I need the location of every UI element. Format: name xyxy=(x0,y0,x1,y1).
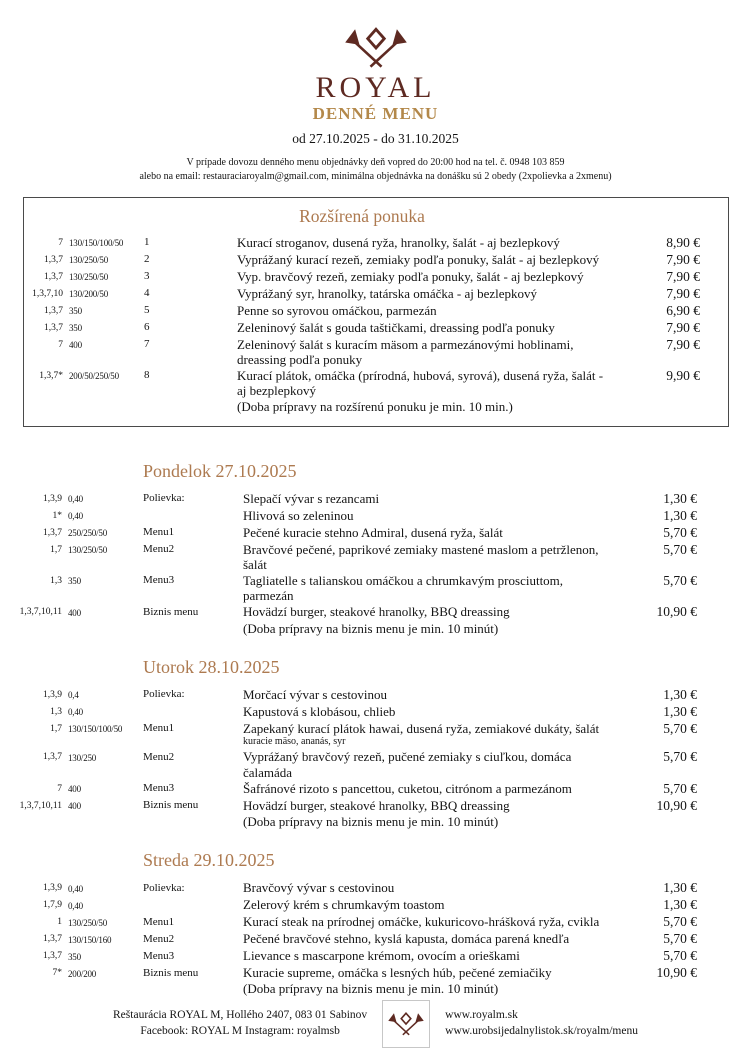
portion-size: 200/200 xyxy=(68,968,97,979)
item-label: Menu1 xyxy=(143,722,175,735)
item-description xyxy=(243,880,633,896)
allergen-codes: 1,7 xyxy=(50,544,62,555)
item-description-line: Zapekaný kurací plátok hawai, dusená ryža, zemiakové dukáty, šalát xyxy=(243,720,600,736)
item-description xyxy=(237,368,636,415)
item-description-line: parmezán xyxy=(243,588,294,604)
item-number: 6 xyxy=(144,321,150,333)
item-label xyxy=(143,508,243,524)
allergen-codes: 1,3,9 xyxy=(43,689,62,700)
menu-row xyxy=(24,269,700,285)
order-info xyxy=(0,156,751,184)
portion-size: 130/250/50 xyxy=(69,272,109,282)
order-info-line: alebo na email: restauraciaroyalm@gmail.com, minimálna objednávka na donášku sú 2 obedy (2xpolievka a 2xmenu) xyxy=(139,170,612,182)
item-description-line: Šafránové rizoto s pancettou, cuketou, citrónom a parmezánom xyxy=(243,780,572,796)
portion-size: 130/250/50 xyxy=(68,545,108,556)
allergen-codes: 7* xyxy=(52,968,62,979)
item-price: 1,30 € xyxy=(663,897,697,913)
allergen-codes: 1,3,7 xyxy=(44,254,63,265)
allergen-codes: 7 xyxy=(58,339,63,350)
item-description xyxy=(243,749,633,779)
menu-row xyxy=(24,303,700,319)
day-title: Pondelok 27.10.2025 xyxy=(143,460,297,481)
header xyxy=(0,0,751,184)
item-description xyxy=(237,320,636,336)
item-description-line: Vyprážaný syr, hranolky, tatárska omáčka - aj bezlepkový xyxy=(237,285,538,301)
item-label: Polievka: xyxy=(143,881,185,894)
item-description xyxy=(243,721,633,749)
item-description-line: Morčací vývar s cestovinou xyxy=(243,686,388,702)
menu-subtitle: DENNÉ MENU xyxy=(312,103,439,123)
item-price: 5,70 € xyxy=(663,948,697,964)
menu-row xyxy=(10,880,697,896)
footer-logo-box xyxy=(382,1000,430,1048)
item-label: Menu1 xyxy=(143,915,175,928)
portion-size: 350 xyxy=(69,306,82,316)
extended-menu-rows xyxy=(24,235,700,415)
allergen-codes: 1,7,9 xyxy=(43,900,62,911)
item-description-line: Slepačí vývar s rezancami xyxy=(243,490,380,506)
item-label: Polievka: xyxy=(143,492,185,505)
item-description xyxy=(243,604,633,635)
item-description-line: Vyprážaný bravčový rezeň, pučené zemiaky s ciuľkou, domáca xyxy=(243,749,572,765)
item-price: 8,90 € xyxy=(666,234,700,250)
allergen-codes: 1,3,9 xyxy=(43,493,62,504)
item-number: 8 xyxy=(144,369,150,382)
item-number: 7 xyxy=(144,338,150,350)
item-price: 1,30 € xyxy=(663,507,697,523)
item-price: 5,70 € xyxy=(663,572,697,588)
item-price: 5,70 € xyxy=(663,720,697,736)
item-price: 7,90 € xyxy=(666,285,700,301)
item-label: Menu2 xyxy=(143,543,175,556)
menu-row xyxy=(10,749,697,779)
menu-row xyxy=(10,798,697,829)
preparation-note: (Doba prípravy na biznis menu je min. 10 minút) xyxy=(243,981,499,997)
day-rows xyxy=(10,687,697,830)
item-description xyxy=(237,286,636,302)
footer xyxy=(0,1000,751,1048)
allergen-codes: 1,3,7 xyxy=(43,527,62,538)
item-label: Menu2 xyxy=(143,932,175,945)
menu-row xyxy=(24,286,700,302)
allergen-codes: 1,3,7* xyxy=(39,370,63,381)
item-price: 5,70 € xyxy=(663,541,697,557)
menu-row xyxy=(24,235,700,251)
allergen-codes: 1,3,7 xyxy=(43,934,62,945)
menu-row xyxy=(24,320,700,336)
item-description-line: aj bezplepkový xyxy=(237,383,317,399)
allergen-codes: 1,3 xyxy=(50,706,62,717)
item-price: 1,30 € xyxy=(663,703,697,719)
item-label xyxy=(143,897,243,913)
item-description-line: Penne so syrovou omáčkou, parmezán xyxy=(237,302,437,318)
item-description-line: dreassing podľa ponuky xyxy=(237,351,363,367)
item-price: 7,90 € xyxy=(666,251,700,267)
item-number: 2 xyxy=(144,253,150,265)
portion-size: 130/150/100/50 xyxy=(69,238,124,248)
item-description-line: Tagliatelle s talianskou omáčkou a chrumkavým prosciuttom, xyxy=(243,572,564,588)
item-price: 7,90 € xyxy=(666,268,700,284)
item-description-line: Bravčové pečené, paprikové zemiaky mastené maslom a petržlenon, xyxy=(243,541,599,557)
item-price: 10,90 € xyxy=(656,797,697,813)
item-price: 7,90 € xyxy=(666,319,700,335)
order-info-line: V prípade dovozu denného menu objednávky deň vopred do 20:00 hod na tel. č. 0948 103 859 xyxy=(186,156,565,168)
item-description-line: Kapustová s klobásou, chlieb xyxy=(243,703,396,719)
day-section-wednesday xyxy=(10,850,697,996)
item-description-line: šalát xyxy=(243,556,267,572)
item-description-line: Vyp. bravčový rezeň, zemiaky podľa ponuky, šalát - aj bezlepkový xyxy=(237,268,584,284)
item-label: Biznis menu xyxy=(143,605,199,618)
item-label: Menu2 xyxy=(143,750,175,763)
allergen-codes: 1,3,7 xyxy=(43,752,62,763)
portion-size: 0,40 xyxy=(68,900,83,911)
day-title: Streda 29.10.2025 xyxy=(143,850,275,871)
item-description xyxy=(243,798,633,829)
portion-size: 200/50/250/50 xyxy=(69,371,119,382)
item-label: Menu3 xyxy=(143,574,175,587)
item-label: Biznis menu xyxy=(143,799,199,812)
allergen-codes: 1,3,7,10,11 xyxy=(19,607,62,618)
preparation-note: (Doba prípravy na biznis menu je min. 10 minút) xyxy=(243,620,499,636)
item-number: 3 xyxy=(144,270,150,282)
item-subdescription: kuracie mäso, ananás, syr xyxy=(243,735,346,747)
allergen-codes: 1* xyxy=(52,510,62,521)
menu-row xyxy=(10,931,697,947)
item-description-line: Hovädzí burger, steakové hranolky, BBQ dreassing xyxy=(243,797,510,813)
item-description xyxy=(237,303,636,319)
allergen-codes: 1,3,7 xyxy=(44,271,63,282)
menu-row xyxy=(10,781,697,797)
extended-menu-title: Rozšírená ponuka xyxy=(299,205,425,226)
menu-row xyxy=(10,687,697,703)
item-price: 10,90 € xyxy=(656,965,697,981)
menu-row xyxy=(10,542,697,572)
footer-website: www.urobsijedalnylistok.sk/royalm/menu xyxy=(445,1025,638,1037)
item-description-line: Kurací steak na prírodnej omáčke, kukuricovo-hrášková ryža, cvikla xyxy=(243,914,600,930)
item-price: 5,70 € xyxy=(663,931,697,947)
portion-size: 350 xyxy=(69,323,82,333)
footer-social: Facebook: ROYAL M Instagram: royalmsb xyxy=(140,1025,340,1037)
item-description-line: Zeleninový šalát s gouda taštičkami, dreassing podľa ponuky xyxy=(237,319,555,335)
item-price: 1,30 € xyxy=(663,490,697,506)
day-rows xyxy=(10,880,697,996)
footer-websites xyxy=(445,1008,638,1039)
item-price: 5,70 € xyxy=(663,914,697,930)
item-description-line: Kurací stroganov, dusená ryža, hranolky, šalát - aj bezlepkový xyxy=(237,234,560,250)
item-description-line: Hlivová so zeleninou xyxy=(243,507,354,523)
brand-title: ROYAL xyxy=(315,71,436,104)
portion-size: 130/150/160 xyxy=(68,934,112,945)
day-title: Utorok 28.10.2025 xyxy=(143,656,280,677)
royal-crown-logo-icon xyxy=(343,26,409,70)
item-description xyxy=(237,269,636,285)
allergen-codes: 7 xyxy=(57,783,62,794)
item-description xyxy=(243,965,633,996)
menu-row xyxy=(10,604,697,635)
allergen-codes: 1,3,7 xyxy=(43,951,62,962)
footer-website: www.royalm.sk xyxy=(445,1009,518,1022)
portion-size: 0,40 xyxy=(68,707,83,718)
item-label: Biznis menu xyxy=(143,966,199,979)
item-description-line: Zeleninový šalát s kuracím mäsom a parmezánovými hoblinami, xyxy=(237,336,574,352)
portion-size: 400 xyxy=(69,340,82,350)
item-label: Menu3 xyxy=(143,949,175,962)
footer-address: Reštaurácia ROYAL M, Hollého 2407, 083 01 Sabinov xyxy=(113,1009,368,1022)
allergen-codes: 1,3 xyxy=(50,575,62,586)
item-number: 4 xyxy=(144,287,150,299)
allergen-codes: 1 xyxy=(57,917,62,928)
item-price: 5,70 € xyxy=(663,524,697,540)
item-description xyxy=(243,525,633,541)
item-description xyxy=(237,235,636,251)
portion-size: 130/200/50 xyxy=(69,289,109,299)
portion-size: 400 xyxy=(68,607,81,618)
item-price: 1,30 € xyxy=(663,880,697,896)
menu-row xyxy=(10,914,697,930)
footer-crown-logo-icon xyxy=(387,1011,425,1037)
menu-row xyxy=(10,948,697,964)
menu-row xyxy=(10,508,697,524)
allergen-codes: 1,3,7 xyxy=(44,322,63,333)
menu-row xyxy=(24,252,700,268)
portion-size: 130/250/50 xyxy=(68,917,108,928)
item-description xyxy=(237,252,636,268)
portion-size: 130/250 xyxy=(68,752,97,763)
portion-size: 0,40 xyxy=(68,494,83,505)
item-description xyxy=(243,897,633,913)
portion-size: 130/150/100/50 xyxy=(68,724,123,735)
item-description-line: Pečené kuracie stehno Admiral, dusená ryža, šalát xyxy=(243,524,503,540)
menu-row xyxy=(10,704,697,720)
item-description-line: Kuracie supreme, omáčka s lesných húb, pečené zemiačiky xyxy=(243,965,552,981)
item-number: 1 xyxy=(144,236,150,248)
preparation-note: (Doba prípravy na rozšírenú ponuku je min. 10 min.) xyxy=(237,399,513,415)
item-description xyxy=(243,781,633,797)
portion-size: 400 xyxy=(68,784,81,795)
item-description xyxy=(243,573,633,603)
day-section-monday xyxy=(10,461,697,636)
item-label xyxy=(143,704,243,720)
allergen-codes: 1,7 xyxy=(50,723,62,734)
item-price: 10,90 € xyxy=(656,604,697,620)
menu-row xyxy=(24,337,700,367)
menu-row xyxy=(10,491,697,507)
item-description xyxy=(243,914,633,930)
menu-row xyxy=(10,573,697,603)
portion-size: 350 xyxy=(68,951,81,962)
item-description-line: Lievance s mascarpone krémom, ovocím a orieškami xyxy=(243,948,520,964)
item-label: Polievka: xyxy=(143,688,185,701)
item-description xyxy=(243,931,633,947)
date-range: od 27.10.2025 - do 31.10.2025 xyxy=(292,130,459,146)
item-description xyxy=(243,687,633,703)
item-price: 5,70 € xyxy=(663,749,697,765)
item-price: 9,90 € xyxy=(666,367,700,383)
item-description xyxy=(243,948,633,964)
item-description-line: Kurací plátok, omáčka (prírodná, hubová, syrová), dusená ryža, šalát - xyxy=(237,367,604,383)
item-description-line: Hovädzí burger, steakové hranolky, BBQ dreassing xyxy=(243,604,510,620)
item-price: 5,70 € xyxy=(663,780,697,796)
allergen-codes: 1,3,7,10 xyxy=(32,288,63,299)
menu-row xyxy=(10,897,697,913)
portion-size: 130/250/50 xyxy=(69,255,109,265)
item-description xyxy=(243,542,633,572)
portion-size: 400 xyxy=(68,801,81,812)
footer-contact xyxy=(113,1008,367,1039)
item-description-line: Pečené bravčové stehno, kyslá kapusta, domáca parená knedľa xyxy=(243,931,570,947)
preparation-note: (Doba prípravy na biznis menu je min. 10 minút) xyxy=(243,814,499,830)
item-label: Menu3 xyxy=(143,782,175,795)
portion-size: 0,4 xyxy=(68,690,79,701)
allergen-codes: 1,3,7 xyxy=(44,305,63,316)
item-price: 1,30 € xyxy=(663,686,697,702)
extended-menu-box xyxy=(23,197,729,427)
allergen-codes: 1,3,9 xyxy=(43,883,62,894)
item-description xyxy=(243,704,633,720)
item-description-line: Zelerový krém s chrumkavým toastom xyxy=(243,897,445,913)
day-section-tuesday xyxy=(10,657,697,830)
menu-row xyxy=(10,721,697,749)
item-label: Menu1 xyxy=(143,526,175,539)
item-description-line: čalamáda xyxy=(243,764,293,780)
item-description xyxy=(243,491,633,507)
item-number: 5 xyxy=(144,304,150,316)
item-price: 6,90 € xyxy=(666,302,700,318)
item-description xyxy=(243,508,633,524)
portion-size: 0,40 xyxy=(68,883,83,894)
item-description xyxy=(237,337,636,367)
menu-row xyxy=(10,525,697,541)
item-description-line: Bravčový vývar s cestovinou xyxy=(243,880,395,896)
menu-row xyxy=(24,368,700,415)
day-rows xyxy=(10,491,697,636)
portion-size: 350 xyxy=(68,576,81,587)
allergen-codes: 1,3,7,10,11 xyxy=(19,800,62,811)
menu-row xyxy=(10,965,697,996)
portion-size: 0,40 xyxy=(68,511,83,522)
item-description-line: Vyprážaný kurací rezeň, zemiaky podľa ponuky, šalát - aj bezlepkový xyxy=(237,251,600,267)
portion-size: 250/250/50 xyxy=(68,528,108,539)
allergen-codes: 7 xyxy=(58,237,63,248)
item-price: 7,90 € xyxy=(666,336,700,352)
